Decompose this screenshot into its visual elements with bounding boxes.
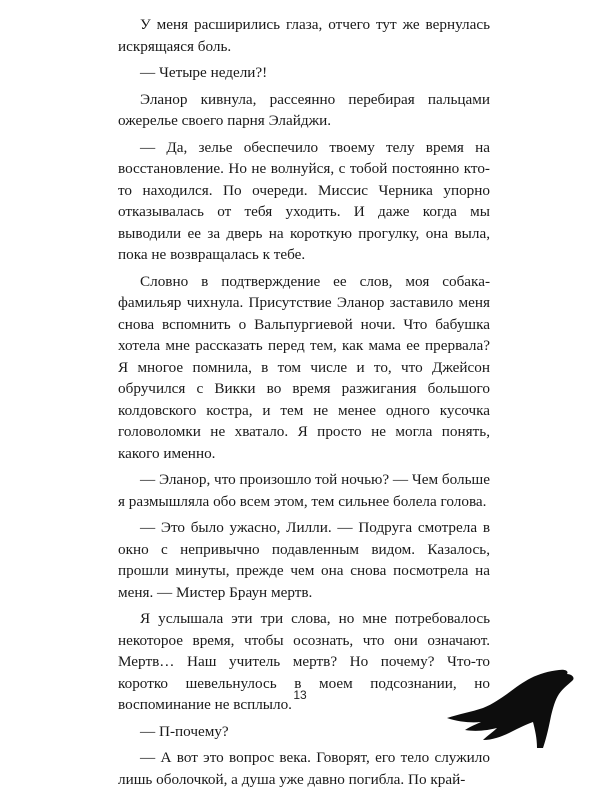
paragraph-1: У меня расширились глаза, отчего тут же вернулась искрящаяся боль. [118, 16, 490, 55]
paragraph-4: — Да, зелье обеспечило твоему телу время на восстановление. Но не волнуйся, с тобой постоянно кто-то находился. По очереди. Миссис Черника упорно отказывалась от тебя уходить. И даже когда мы выводили ее за дверь на короткую прогулку, она выла, пока не возвращалась к тебе. [118, 138, 490, 263]
paragraph-9: — П-почему? [140, 722, 229, 740]
page-number: 13 [293, 688, 307, 702]
paragraph-2: — Четыре недели?! [140, 64, 268, 81]
paragraph-7: — Это было ужасно, Лилли. — Подруга смотрела в окно с непривычно подавленным видом. Казалось, прошли минуты, прежде чем она снова посмотрела на меня. — Мистер Браун мертв. [118, 519, 490, 601]
paragraph-3: Эланор кивнула, рассеянно перебирая пальцами ожерелье своего парня Элайджи. [118, 90, 490, 129]
paragraph-10: — А вот это вопрос века. Говорят, его тело служило лишь оболочкой, а душа уже давно погибла. По край- [118, 749, 490, 788]
crow-silhouette-icon [445, 668, 595, 750]
paragraph-6: — Эланор, что произошло той ночью? — Чем больше я размышляла обо всем этом, тем сильнее болела голова. [118, 471, 490, 510]
page-text [118, 14, 490, 795]
paragraph-5: Словно в подтверждение ее слов, моя собака-фамильяр чихнула. Присутствие Эланор заставило меня снова вспомнить о Вальпургиевой ночи. Что бабушка хотела мне рассказать перед тем, как мама ее прервала? Я многое помнила, в том числе и то, что Джейсон обручился с Викки во время разжигания большого колдовского костра, и тем не менее одного кусочка головоломки не хватало. Я просто не могла понять, какого именно. [118, 272, 490, 462]
paragraph-8: Я услышала эти три слова, но мне потребовалось некоторое время, чтобы осознать, что они означают. Мертв… Наш учитель мертв? Но почему? Что-то коротко шевельнулось в моем подсознании, но воспоминание не всплыло. [118, 610, 490, 713]
